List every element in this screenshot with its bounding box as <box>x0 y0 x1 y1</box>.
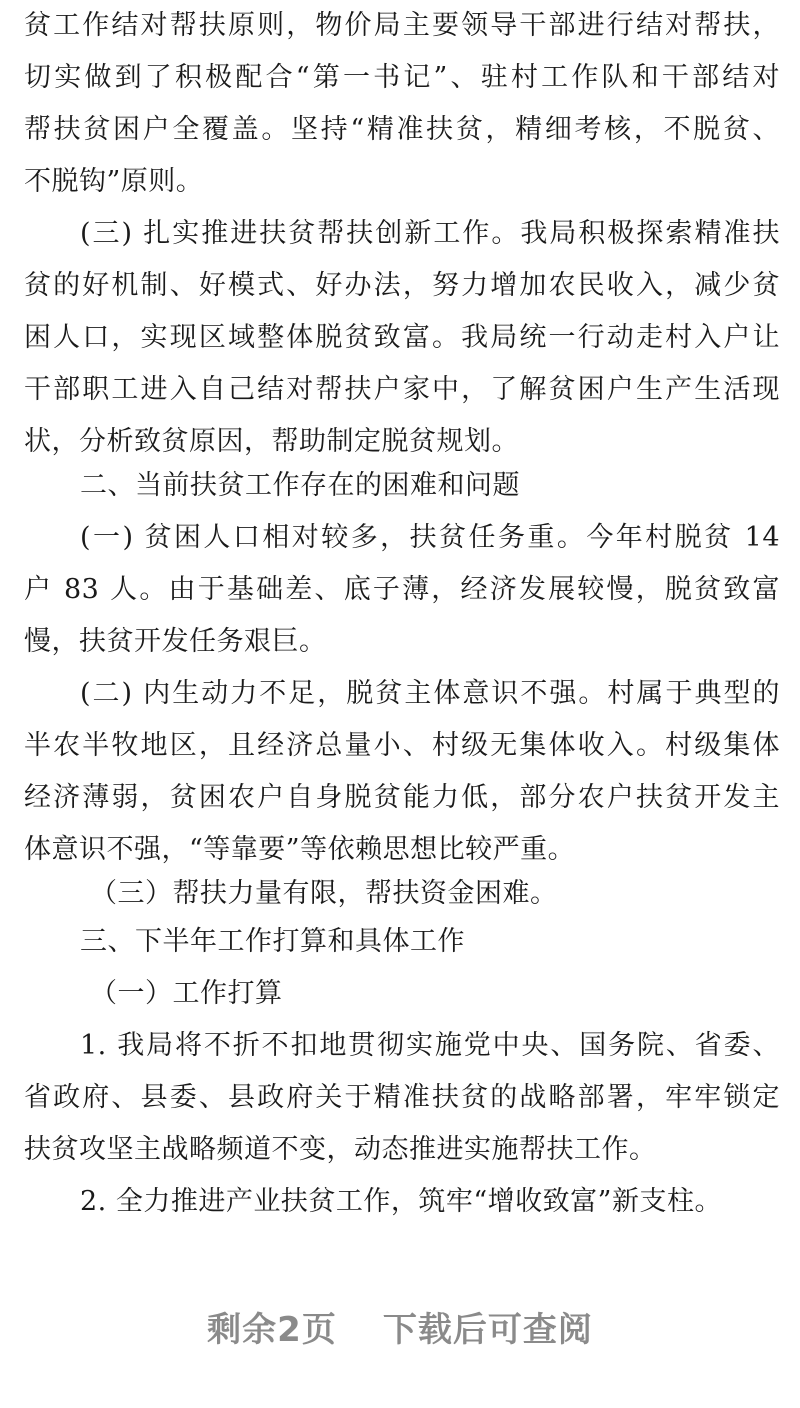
paragraph-line: 贫的好机制、好模式、好办法，努力增加农民收入，减少贫 <box>24 270 780 301</box>
paragraph-line: 户 83 人。由于基础差、底子薄，经济发展较慢，脱贫致富 <box>24 574 780 605</box>
paragraph-line: 困人口，实现区域整体脱贫致富。我局统一行动走村入户让 <box>24 322 780 353</box>
paragraph-line: 不脱钩”原则。 <box>24 166 204 197</box>
section-heading: 二、当前扶贫工作存在的困难和问题 <box>80 470 520 501</box>
paragraph-line: 经济薄弱，贫困农户自身脱贫能力低，部分农户扶贫开发主 <box>24 782 780 813</box>
paragraph-line: 1. 我局将不折不扣地贯彻实施党中央、国务院、省委、 <box>80 1030 780 1061</box>
paragraph-line: 慢，扶贫开发任务艰巨。 <box>24 626 327 657</box>
section-heading: 三、下半年工作打算和具体工作 <box>80 926 465 957</box>
paragraph-line: (二) 内生动力不足，脱贫主体意识不强。村属于典型的 <box>80 678 780 709</box>
paragraph-line: 切实做到了积极配合“第一书记”、驻村工作队和干部结对 <box>24 62 780 93</box>
paragraph-line: 省政府、县委、县政府关于精准扶贫的战略部署，牢牢锁定 <box>24 1082 780 1113</box>
paragraph-line: 帮扶贫困户全覆盖。坚持“精准扶贫，精细考核，不脱贫、 <box>24 114 780 145</box>
paragraph-line: 贫工作结对帮扶原则，物价局主要领导干部进行结对帮扶， <box>24 10 780 41</box>
remaining-pages-label: 剩余2页 <box>207 1310 337 1350</box>
paragraph-line: 状，分析致贫原因，帮助制定脱贫规划。 <box>24 426 519 457</box>
download-prompt[interactable] <box>0 1305 800 1355</box>
paragraph-line: 体意识不强，“等靠要”等依赖思想比较严重。 <box>24 834 576 865</box>
paragraph-line: 半农半牧地区，且经济总量小、村级无集体收入。村级集体 <box>24 730 780 761</box>
paragraph-line: 干部职工进入自己结对帮扶户家中，了解贫困户生产生活现 <box>24 374 780 405</box>
paragraph-line: （三）帮扶力量有限，帮扶资金困难。 <box>90 878 558 909</box>
download-to-view-label: 下载后可查阅 <box>382 1310 593 1350</box>
paragraph-line: (一) 贫困人口相对较多，扶贫任务重。今年村脱贫 14 <box>80 522 780 553</box>
paragraph-line: (三) 扎实推进扶贫帮扶创新工作。我局积极探索精准扶 <box>80 218 780 249</box>
paragraph-line: 扶贫攻坚主战略频道不变，动态推进实施帮扶工作。 <box>24 1134 657 1165</box>
paragraph-line: 2. 全力推进产业扶贫工作，筑牢“增收致富”新支柱。 <box>80 1186 722 1217</box>
sub-heading: （一）工作打算 <box>90 978 283 1009</box>
